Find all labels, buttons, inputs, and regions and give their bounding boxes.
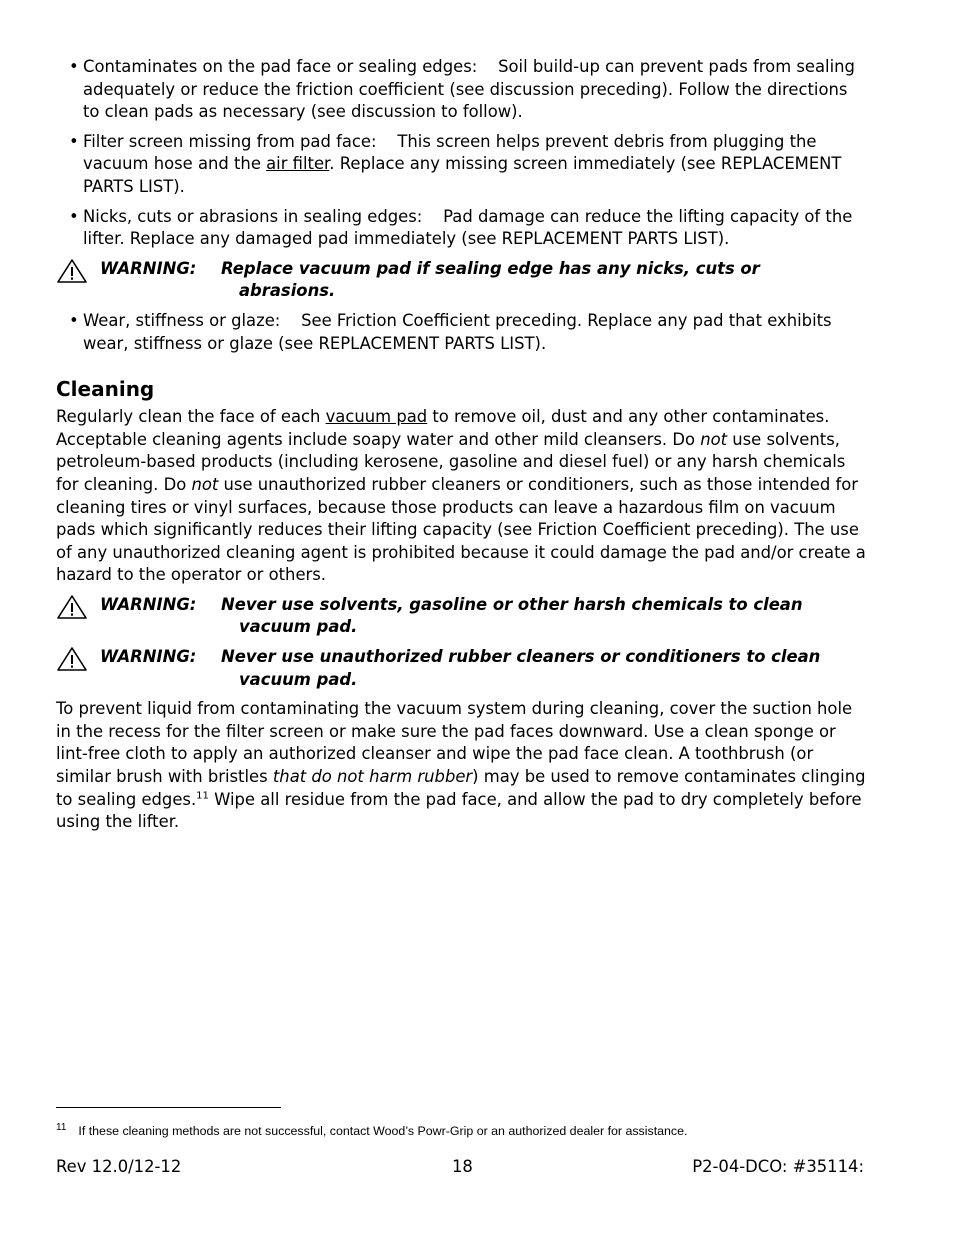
warning-solvents [56,594,868,639]
bullet-label: Filter screen missing from pad face: [83,131,377,151]
warning-triangle-icon [56,646,88,672]
bullet-text: See Friction Coefficient preceding. Replace any pad that exhibits wear, stiffness or glaze (see REPLACEMENT PARTS LIST). [83,310,832,353]
warning-triangle-icon [56,594,88,620]
warning-text: Never use unauthorized rubber cleaners or conditioners to clean [221,647,821,667]
warning-label: WARNING: [100,258,197,278]
bullet-label: Wear, stiffness or glaze: [83,310,281,330]
warning-label: WARNING: [100,594,197,614]
cleaning-paragraph [56,406,868,587]
bullet-dot: • [69,57,79,76]
warning-text: Replace vacuum pad if sealing edge has any nicks, cuts or [221,258,760,278]
warning-triangle-icon [56,258,88,284]
warning-text: Never use solvents, gasoline or other harsh chemicals to clean [221,594,803,614]
prevent-liquid-paragraph [56,698,868,834]
bullet-contaminates [56,56,868,124]
warning-replace-pad [56,258,868,303]
footnote-number: 11 [56,1121,67,1133]
footnote-divider [56,1107,281,1108]
bullet-text-cont: . Replace any missing screen immediately (see REPLACEMENT PARTS LIST). [83,154,842,196]
footnote-reference[interactable]: 11 [196,790,209,802]
air-filter-link[interactable]: air filter [266,154,330,174]
bullet-text: This screen helps prevent debris from plugging the vacuum hose and the [83,131,817,174]
document-body [56,56,868,841]
footer-document-id: P2-04-DCO: #35114: [692,1157,864,1176]
para-text: Wipe all residue from the pad face, and allow the pad to dry completely before using the lifter. [56,789,862,832]
para-text: use unauthorized rubber cleaners or conditioners, such as those intended for cleaning tires or vinyl surfaces, because those products can leave a hazardous film on vacuum pads which significantly reduces their lifting capacity (see Friction Coefficient preceding). The use of any unauthorized cleaning agent is prohibited because it could damage the pad and/or create a hazard to the operator or others. [56,474,866,585]
footnote-text: If these cleaning methods are not successful, contact Wood’s Powr-Grip or an authorized dealer for assistance. [78,1124,688,1138]
section-heading-cleaning: Cleaning [56,377,155,402]
footer-revision: Rev 12.0/12-12 [56,1157,182,1176]
para-text: ) may be used to remove contaminates clinging to sealing edges. [56,767,866,809]
warning-rubber-cleaners [56,646,868,691]
emphasis-text: that do not harm rubber [272,767,473,787]
para-text: to remove oil, dust and any other contaminates. Acceptable cleaning agents include soapy water and other mild cleansers. Do [56,407,830,449]
bullet-text: Pad damage can reduce the lifting capacity of the lifter. Replace any damaged pad immediately (see REPLACEMENT PARTS LIST). [83,206,853,249]
emphasis-not: not [700,429,728,449]
para-text: use solvents, petroleum-based products (including kerosene, gasoline and diesel fuel) or any harsh chemicals for cleaning. Do [56,429,846,494]
bullet-text: Soil build-up can prevent pads from sealing adequately or reduce the friction coefficient (see discussion preceding). Follow the directions to clean pads as necessary (see discussion to follow). [83,57,855,122]
warning-label: WARNING: [100,647,197,667]
warning-text-cont: vacuum pad. [239,617,358,637]
bullet-dot: • [69,310,79,330]
warning-text-cont: abrasions. [239,281,336,301]
para-text: To prevent liquid from contaminating the vacuum system during cleaning, cover the suction hole in the recess for the filter screen or make sure the pad faces downward. Use a clean sponge or lint-free cloth to apply an authorized cleanser and wipe the pad face clean. A toothbrush (or similar brush with bristles [56,699,853,787]
bullet-dot: • [69,206,79,226]
footer-page-number: 18 [452,1157,473,1176]
footnote [56,1122,687,1140]
bullet-label: Nicks, cuts or abrasions in sealing edges: [83,206,423,226]
bullet-dot: • [69,131,79,151]
bullet-filter-screen [56,131,868,199]
bullet-wear [56,310,868,355]
bullet-label: Contaminates on the pad face or sealing edges: [83,57,478,76]
para-text: Regularly clean the face of each [56,407,326,427]
warning-text-cont: vacuum pad. [239,669,358,689]
emphasis-not: not [191,474,219,494]
vacuum-pad-link[interactable]: vacuum pad [325,407,428,427]
bullet-nicks [56,206,868,251]
